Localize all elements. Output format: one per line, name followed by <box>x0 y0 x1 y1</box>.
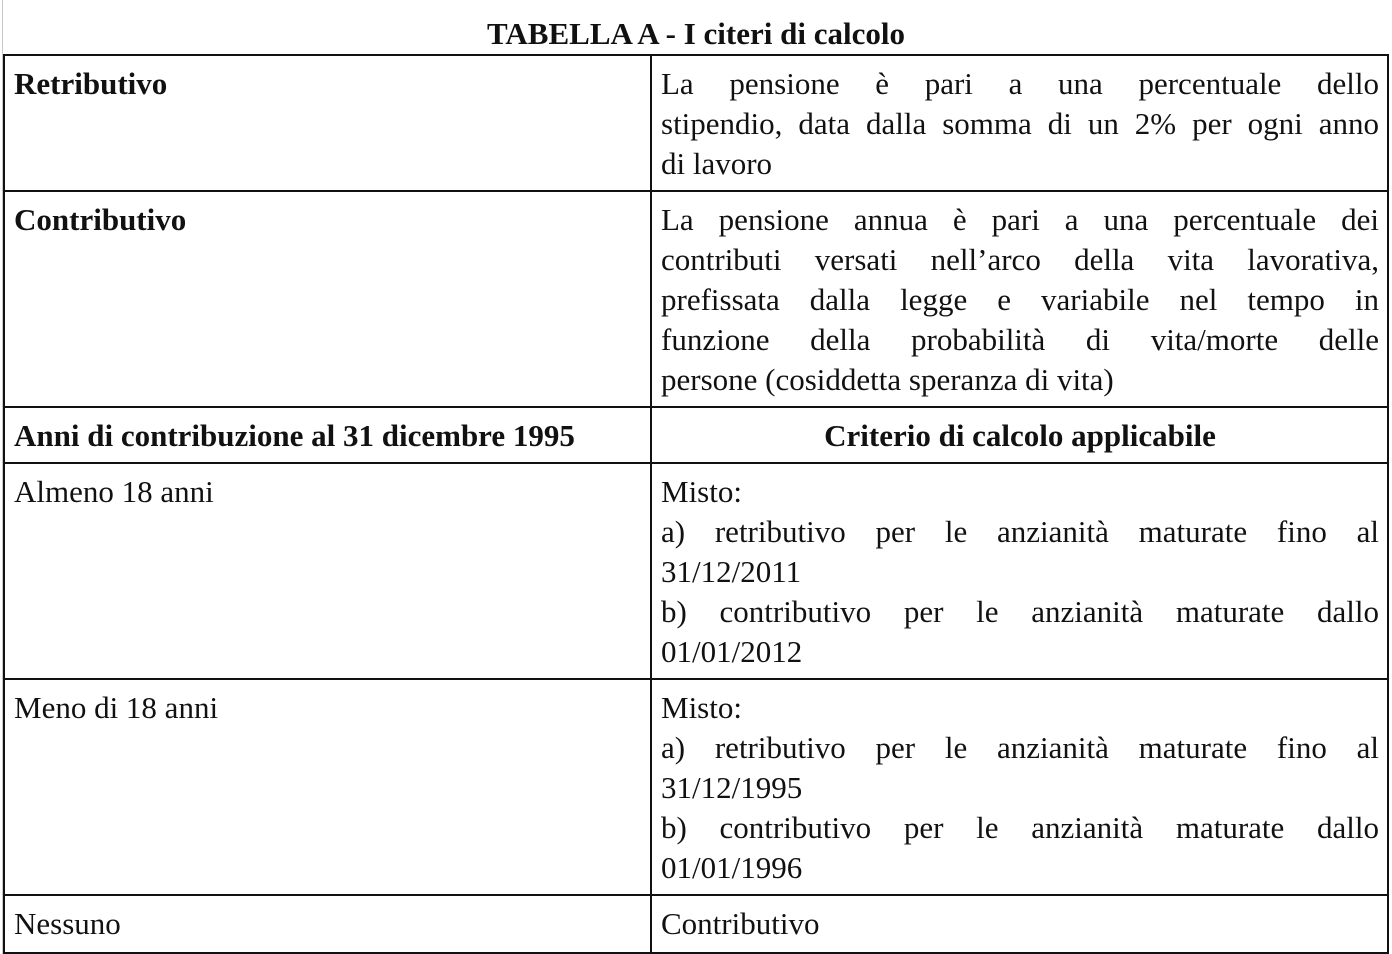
table-row <box>4 55 1388 191</box>
criterion-cell <box>651 679 1388 895</box>
header-years: Anni di contribuzione al 31 dicembre 1995 <box>4 407 651 463</box>
method-description-cell <box>651 191 1388 407</box>
criterion-line: 01/01/1996 <box>661 850 803 885</box>
criterion-line: a) retributivo per le anzianità maturate fino al <box>661 514 1379 549</box>
criterion-line: 01/01/2012 <box>661 634 803 669</box>
description-line: contributi versati nell’arco della vita lavorativa, <box>661 242 1379 277</box>
criterion-line: a) retributivo per le anzianità maturate fino al <box>661 730 1379 765</box>
description-line: persone (cosiddetta speranza di vita) <box>661 362 1114 397</box>
criterion-line: 31/12/2011 <box>661 554 802 589</box>
table-title: TABELLA A - I citeri di calcolo <box>487 16 905 51</box>
years-value: Almeno 18 anni <box>14 474 214 509</box>
description-line: La pensione annua è pari a una percentuale dei <box>661 202 1379 237</box>
description-line: stipendio, data dalla somma di un 2% per ogni anno <box>661 106 1379 141</box>
years-cell <box>4 463 651 679</box>
table-row <box>4 895 1388 953</box>
method-name-cell <box>4 55 651 191</box>
years-cell <box>4 895 651 953</box>
table-row <box>4 191 1388 407</box>
method-name-cell <box>4 191 651 407</box>
description-line: di lavoro <box>661 146 773 181</box>
criterion-line: b) contributivo per le anzianità maturate dallo <box>661 810 1379 845</box>
criterion-cell <box>651 895 1388 953</box>
criterion-line: 31/12/1995 <box>661 770 803 805</box>
criterion-line: Misto: <box>661 474 742 509</box>
years-value: Meno di 18 anni <box>14 690 219 725</box>
header-criterion: Criterio di calcolo applicabile <box>651 407 1388 463</box>
description-line: La pensione è pari a una percentuale dello <box>661 66 1379 101</box>
years-value: Nessuno <box>14 906 121 941</box>
criterion-line: b) contributivo per le anzianità maturate dallo <box>661 594 1379 629</box>
criterion-cell <box>651 463 1388 679</box>
method-name: Retributivo <box>14 66 168 101</box>
criteria-table <box>3 54 1389 954</box>
method-description-cell <box>651 55 1388 191</box>
criterion-line: Contributivo <box>661 906 820 941</box>
table-header-row <box>4 407 1388 463</box>
method-name: Contributivo <box>14 202 187 237</box>
table-row <box>4 679 1388 895</box>
criterion-line: Misto: <box>661 690 742 725</box>
years-cell <box>4 679 651 895</box>
description-line: funzione della probabilità di vita/morte delle <box>661 322 1379 357</box>
description-line: prefissata dalla legge e variabile nel tempo in <box>661 282 1379 317</box>
table-row <box>4 463 1388 679</box>
